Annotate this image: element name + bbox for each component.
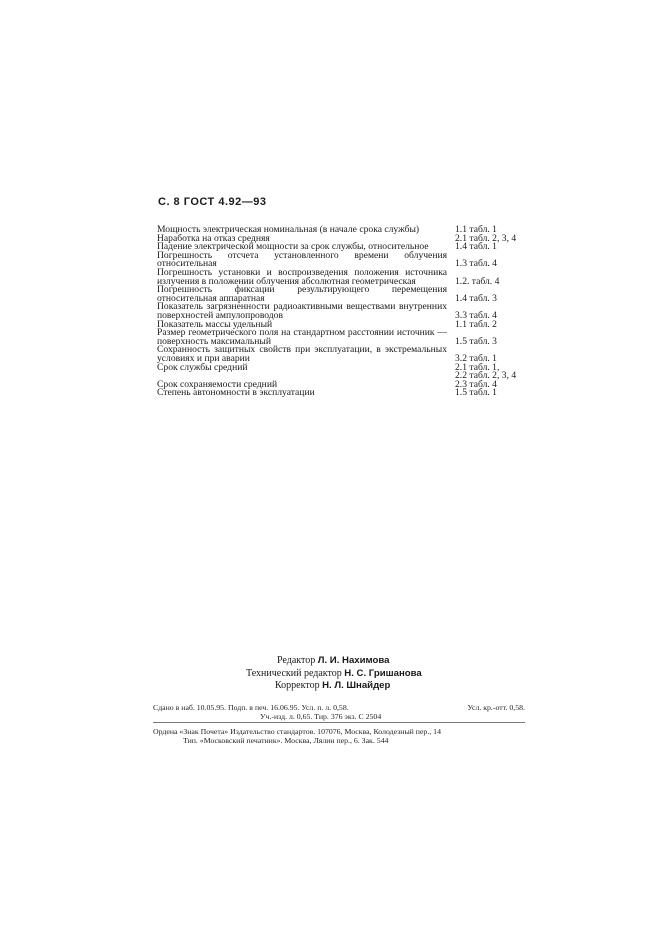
index-entry-text: Размер геометрического поля на стандартном расстоянии источник — поверхность максимальный [157,327,447,347]
index-ref-item: 1.3 табл. 4 [455,258,497,270]
editor-line [277,654,389,668]
index-entry-text: Срок службы средний [157,361,248,373]
index-entry [157,361,517,382]
editor-role: Редактор [277,655,316,666]
imprint-row-1 [153,703,525,712]
divider-rule [153,722,525,723]
imprint-edition: Уч.-изд. л. 0,65. Тир. 376 экз. С 2504 [260,712,382,721]
index-ref-item: 2.2 табл. 2, 3, 4 [455,370,517,382]
index-entry-text: Погрешность отсчета установленного времени облучения относительная [157,249,447,270]
index-ref-item: 1.4 табл. 3 [455,292,497,304]
index-entry-ref [455,335,497,347]
index-entry-text: Погрешность установки и воспроизведения положения источника излучения в положении облучения абсолютная геометрическая [157,266,447,287]
index-ref-item: 2.1 табл. 2, 3, 4 [455,232,517,244]
index-entry [157,344,497,364]
page-header: С. 8 ГОСТ 4.92—93 [158,196,267,208]
editor-name: Л. И. Нахимова [317,655,390,666]
index-ref-item: 1.5 табл. 3 [455,335,497,347]
tech-editor-role: Технический редактор [246,668,342,679]
index-entry-text: Падение электрической мощности за срок службы, относительное [157,241,429,253]
index-entry-text: Показатель массы удельный [157,318,273,330]
index-ref-item: 1.1 табл. 1 [455,224,497,235]
imprint-block [153,703,525,721]
imprint-print-sheets: Усл. кр.-отт. 0,58. [467,703,525,712]
index-ref-item: 3.2 табл. 1 [455,352,497,364]
corrector-name: Н. Л. Шнайдер [322,680,391,691]
index-entry-ref [455,243,497,252]
index-entry-ref [455,275,500,287]
index-entry [157,301,497,321]
index-entry-ref [455,318,497,330]
printer-line: Тип. «Московский печатник». Москва, Лялин пер., 6. Зак. 544 [183,736,389,745]
corrector-line [275,679,390,693]
imprint-row-2 [153,712,525,721]
index-entry-text: Погрешность фиксации результирующего перемещения относительная аппаратная [157,284,447,304]
index-ref-item: 2.1 табл. 1, [455,361,500,373]
index-ref-item: 2.3 табл. 4 [455,378,497,390]
index-entry-ref [455,260,497,269]
index-entry-text: Срок сохраняемости средний [157,378,278,390]
index-entry-text: Сохранность защитных свойств при эксплуатации, в экстремальных условиях и при аварии [157,344,447,364]
publisher-line: Ордена «Знак Почета» Издательство стандартов. 107076, Москва, Колодезный пер., 14 [153,727,441,736]
index-ref-item: 3.3 табл. 4 [455,309,497,321]
index-entry-text: Мощность электрическая номинальная (в начале срока службы) [157,224,420,235]
index-entry-ref [455,292,497,304]
index-entry-ref [455,389,497,398]
index-ref-item: 1.2. табл. 4 [455,275,500,287]
publisher-block [153,727,525,745]
index-list [157,224,517,399]
index-entry-text: Наработка на отказ средняя [157,232,270,244]
tech-editor-name: Н. С. Гришанова [344,668,422,679]
index-ref-item: 1.1 табл. 2 [455,318,497,330]
index-entry-text: Степень автономности в эксплуатации [157,387,315,399]
index-ref-item: 1.4 табл. 1 [455,241,497,253]
index-entry [157,387,497,399]
index-ref-item: 1.5 табл. 1 [455,387,497,399]
corrector-role: Корректор [275,680,320,691]
index-entry-text: Показатель загрязненности радиоактивными веществами внутренних поверхностей ампулопроводов [157,301,447,321]
imprint-dates: Сдано в наб. 10.05.95. Подп. в печ. 16.06.95. Усл. п. л. 0,58. [153,703,349,712]
